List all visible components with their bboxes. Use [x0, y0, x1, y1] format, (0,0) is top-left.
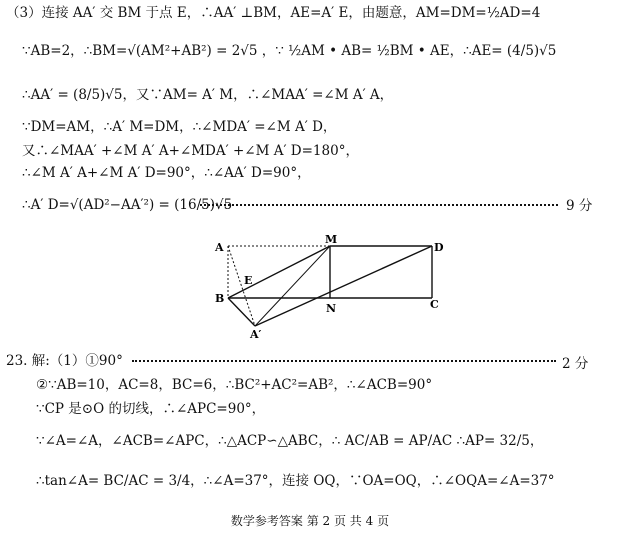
label-N: N — [326, 302, 337, 315]
solution-line-9 — [36, 376, 432, 394]
seg-A'M — [255, 246, 330, 326]
line-2-text: ∵AB=2，∴BM=√(AM²+AB²) = 2√5 ，∵ ½AM • AB= ½BM • AE，∴AE= (4/5)√5 — [22, 43, 557, 59]
label-E: E — [244, 274, 253, 287]
line-3-text: ∴AA′ = (8/5)√5，又∵AM= A′ M，∴∠MAA′ =∠M A′ A， — [22, 87, 394, 103]
label-M: M — [325, 233, 338, 246]
line-12-text: ∴tan∠A= BC/AC = 3/4，∴∠A=37°，连接 OQ，∵OA=OQ，∴∠OQA=∠A=37° — [36, 473, 555, 489]
line-8-text: 23. 解:（1）①90° — [6, 353, 123, 369]
line-10-text: ∵CP 是⊙O 的切线，∴∠APC=90°， — [36, 401, 266, 417]
score-9: 9 分 — [566, 198, 593, 214]
line-4-text: ∵DM=AM，∴A′ M=DM，∴∠MDA′ =∠M A′ D， — [22, 119, 337, 135]
label-D: D — [434, 241, 444, 254]
dot-leader-8 — [132, 360, 556, 362]
seg-BA' — [228, 298, 255, 326]
line-7-text: ∴A′ D=√(AD²−AA′²) = (16/5)√5 — [22, 197, 233, 213]
label-C: C — [430, 298, 439, 311]
solution-line-12 — [36, 472, 555, 490]
seg-A'D — [255, 246, 432, 326]
solution-line-11 — [36, 432, 543, 450]
solution-line-8 — [6, 352, 123, 370]
line-1-text: （3）连接 AA′ 交 BM 于点 E，∴AA′ ⊥BM，AE=A′ E，由题意，AM=DM=½AD=4 — [6, 5, 541, 21]
seg-BM — [228, 246, 330, 298]
page-footer: 数学参考答案 第 2 页 共 4 页 — [230, 514, 390, 528]
score-2: 2 分 — [562, 356, 589, 372]
line-5-text: 又∴∠MAA′ +∠M A′ A+∠MDA′ +∠M A′ D=180°， — [22, 143, 359, 159]
line-6-text: ∴∠M A′ A+∠M A′ D=90°，∴∠AA′ D=90°， — [22, 165, 311, 181]
label-B: B — [215, 292, 225, 305]
label-A: A — [215, 241, 224, 254]
solution-line-10 — [36, 400, 265, 418]
line-9-text: ②∵AB=10，AC=8，BC=6，∴BC²+AC²=AB²，∴∠ACB=90° — [36, 377, 433, 393]
label-A-prime: A′ — [250, 328, 262, 341]
line-11-text: ∵∠A=∠A，∠ACB=∠APC，∴△ACP∽△ABC，∴ AC/AB = AP/AC ∴AP= 32/5， — [36, 433, 544, 449]
